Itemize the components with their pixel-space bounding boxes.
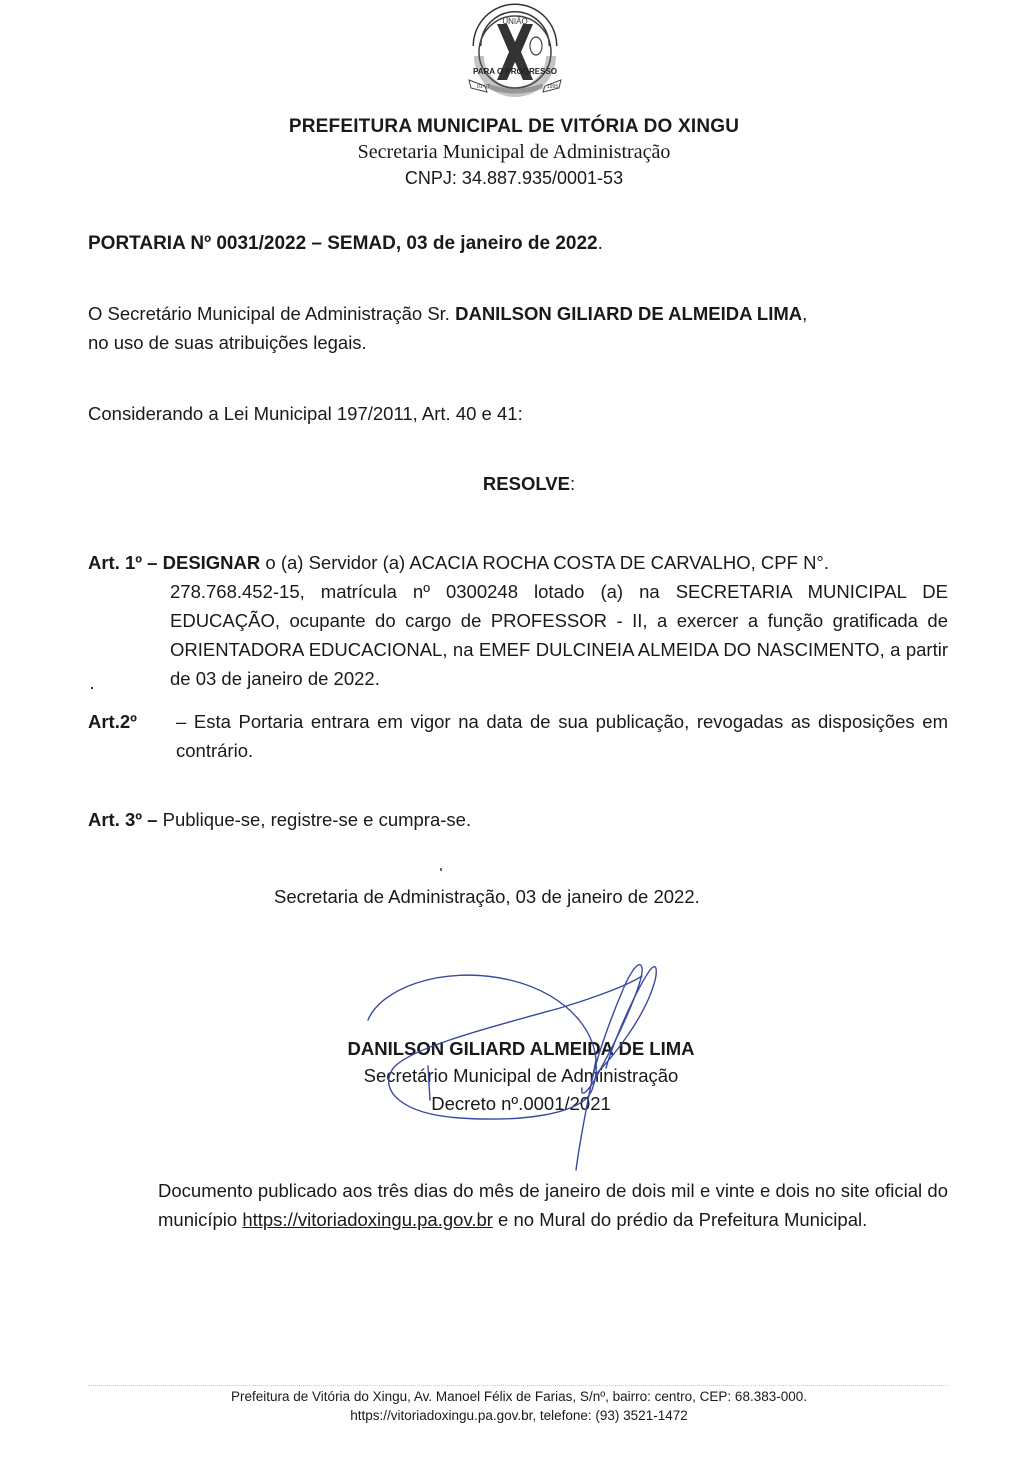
intro-comma: ,	[802, 303, 808, 324]
signatory-decree: Decreto nº.0001/2021	[431, 1093, 611, 1114]
article-1-label: Art. 1º – DESIGNAR	[88, 552, 261, 573]
article-1	[88, 548, 948, 693]
header-cnpj: CNPJ: 34.887.935/0001-53	[404, 168, 624, 188]
handwritten-signature	[360, 950, 660, 1175]
signatory-name: DANILSON GILIARD ALMEIDA DE LIMA	[347, 1038, 695, 1059]
portaria-number: PORTARIA Nº 0031/2022 – SEMAD, 03 de janeiro de 2022	[88, 233, 598, 254]
secretary-name: DANILSON GILIARD DE ALMEIDA LIMA	[455, 303, 803, 324]
header-title: PREFEITURA MUNICIPAL DE VITÓRIA DO XINGU	[288, 116, 740, 137]
article-2-label: Art.2º	[88, 711, 137, 732]
svg-text:01-07: 01-07	[477, 84, 490, 90]
portaria-title	[88, 233, 603, 255]
article-1-first-line: o (a) Servidor (a) ACACIA ROCHA COSTA DE CARVALHO, CPF N°.	[260, 552, 829, 573]
footer-divider	[88, 1385, 948, 1386]
svg-text:PARA O PROGRESSO: PARA O PROGRESSO	[472, 67, 558, 76]
municipal-seal-logo	[463, 2, 567, 98]
resolve-colon: :	[569, 473, 576, 494]
local-date: Secretaria de Administração, 03 de janeiro de 2022.	[274, 886, 700, 907]
stray-dot	[91, 687, 93, 689]
article-3	[88, 805, 948, 834]
article-2-body: – Esta Portaria entrara em vigor na data de sua publicação, revogadas as disposições em contrário.	[176, 711, 948, 761]
resolve-label: RESOLVE	[482, 473, 570, 494]
signatory-role: Secretário Municipal de Administração	[363, 1065, 679, 1086]
publication-note	[158, 1176, 948, 1234]
intro-paragraph	[88, 299, 948, 357]
intro-line2: no uso de suas atribuições legais.	[88, 332, 367, 353]
article-2	[88, 707, 948, 765]
stray-mark	[440, 868, 442, 871]
svg-text:UNIÃO: UNIÃO	[502, 17, 528, 26]
article-3-body: Publique-se, registre-se e cumpra-se.	[157, 809, 472, 830]
publication-text-end: e no Mural do prédio da Prefeitura Municipal.	[492, 1209, 868, 1230]
website-link[interactable]: https://vitoriadoxingu.pa.gov.br	[242, 1209, 493, 1230]
header-subtitle: Secretaria Municipal de Administração	[357, 141, 671, 163]
footer-address: Prefeitura de Vitória do Xingu, Av. Manoel Félix de Farias, S/nº, bairro: centro, CEP: 68.383-000.	[231, 1389, 807, 1404]
portaria-period: .	[597, 233, 603, 254]
footer-contact: https://vitoriadoxingu.pa.gov.br, telefone: (93) 3521-1472	[350, 1408, 688, 1423]
intro-text: O Secretário Municipal de Administração Sr.	[88, 303, 456, 324]
considerando-paragraph: Considerando a Lei Municipal 197/2011, Art. 40 e 41:	[88, 403, 523, 424]
article-3-label: Art. 3º –	[88, 809, 158, 830]
resolve-heading	[0, 473, 1028, 495]
article-1-body: 278.768.452-15, matrícula nº 0300248 lotado (a) na SECRETARIA MUNICIPAL DE EDUCAÇÃO, ocupante do cargo de PROFESSOR - II, a exercer a função gratificada de ORIENTADORA EDUCACIONAL, na EMEF DULCINEIA ALMEIDA DO NASCIMENTO, a partir de 03 de janeiro de 2022.	[170, 581, 948, 689]
svg-text:1995: 1995	[547, 84, 559, 90]
publication-text: Documento publicado aos três dias do mês de janeiro de dois mil e vinte e dois no site oficial do município	[158, 1180, 948, 1230]
